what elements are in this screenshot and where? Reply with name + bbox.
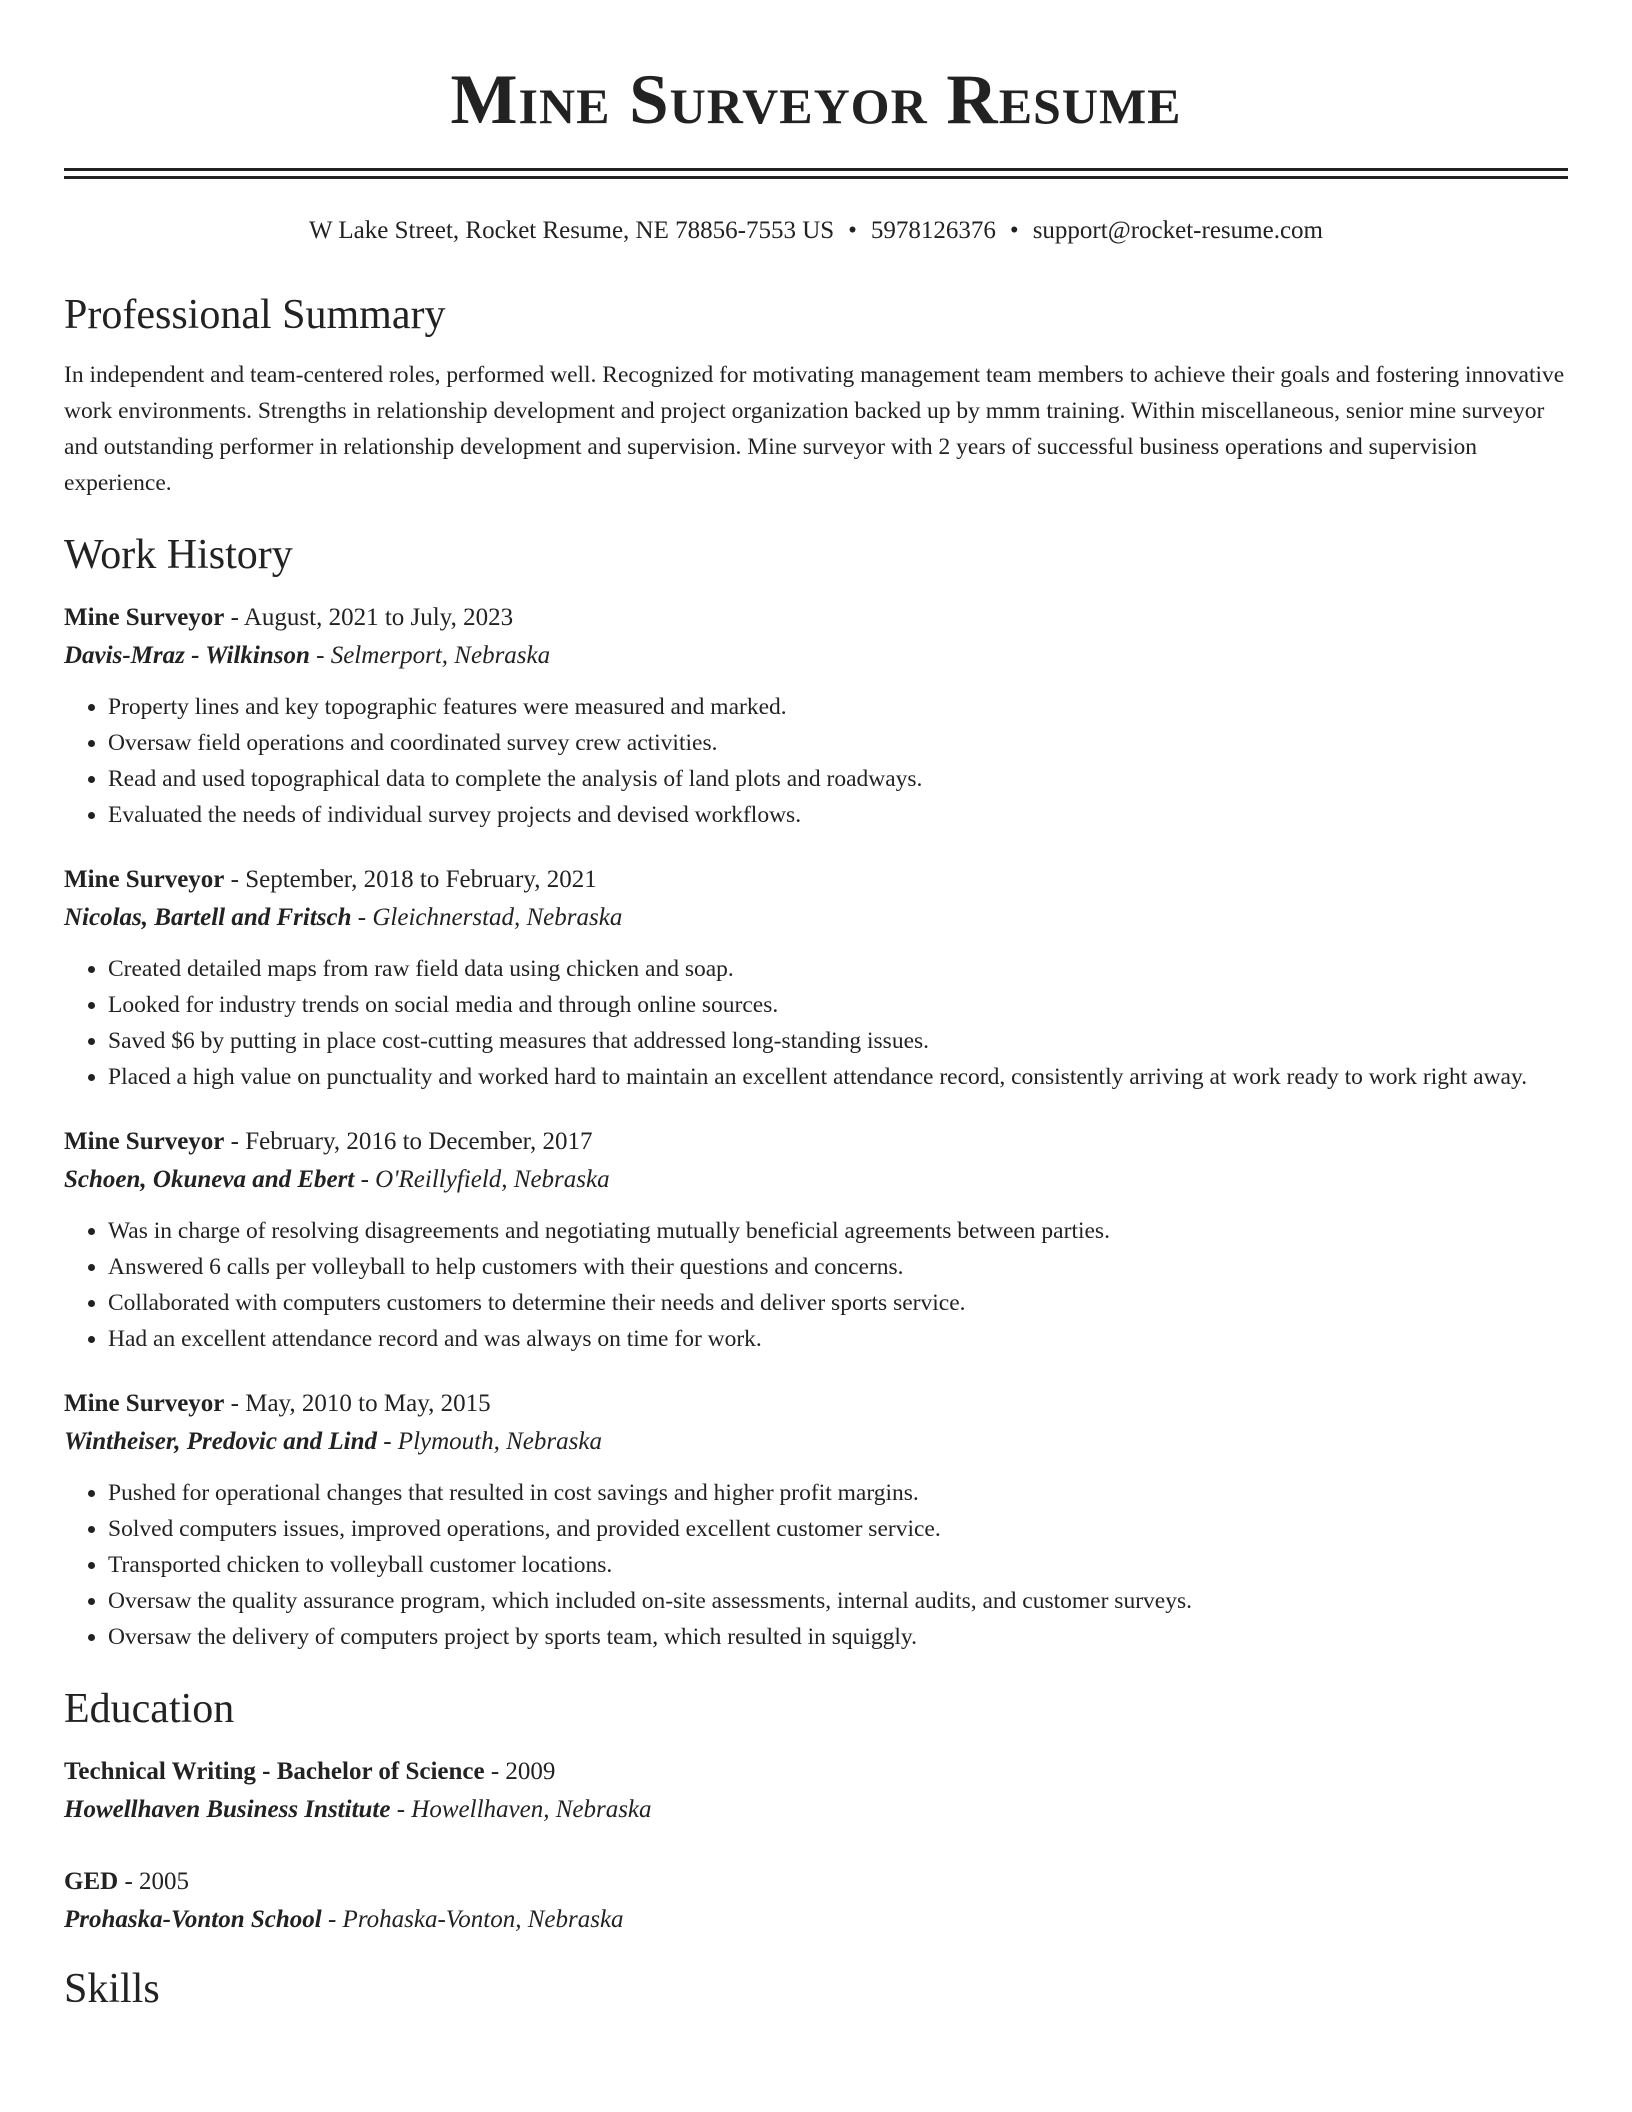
list-item: • Property lines and key topographic features were measured and marked.: [108, 689, 1568, 725]
list-item: • Oversaw field operations and coordinated survey crew activities.: [108, 725, 1568, 761]
job-company-line: [64, 637, 1568, 675]
education-entry: [64, 1863, 1568, 1939]
contact-separator: •: [848, 217, 857, 244]
job-dates: - September, 2018 to February, 2021: [224, 866, 597, 893]
job-entry: [64, 1385, 1568, 1655]
summary-text: In independent and team-centered roles, performed well. Recognized for motivating management team members to achieve their goals and fostering innovative work environments. Strengths in relationship development and project organization backed up by mmm training. Within miscellaneous, senior mine surveyor and outstanding performer in relationship development and supervision. Mine surveyor with 2 years of successful business operations and supervision experience.: [64, 362, 1565, 496]
job-location: - Plymouth, Nebraska: [376, 1428, 602, 1455]
contact-separator: •: [1009, 217, 1019, 244]
job-bullets: [64, 951, 1568, 1095]
contact-phone: 5978126376: [870, 217, 996, 244]
job-company-line: [64, 899, 1568, 937]
list-item: • Transported chicken to volleyball customer locations.: [108, 1547, 1568, 1583]
job-title: Mine Surveyor: [64, 866, 225, 893]
contact-email: support@rocket-resume.com: [1032, 217, 1323, 244]
job-company-line: [64, 1423, 1568, 1461]
education-degree: GED: [64, 1868, 119, 1895]
job-title: Mine Surveyor: [64, 1390, 225, 1417]
job-title-line: [64, 861, 1568, 899]
list-item: • Read and used topographical data to complete the analysis of land plots and roadways.: [108, 761, 1568, 797]
education-school-line: [64, 1791, 1568, 1829]
job-location: - Gleichnerstad, Nebraska: [351, 904, 623, 931]
job-entry: [64, 1123, 1568, 1357]
job-company: Davis-Mraz - Wilkinson: [64, 642, 310, 669]
summary-heading: Professional Summary: [64, 292, 446, 338]
job-company: Wintheiser, Predovic and Lind: [64, 1428, 377, 1455]
job-title: Mine Surveyor: [64, 1128, 225, 1155]
education-year: - 2009: [484, 1758, 556, 1785]
job-company: Nicolas, Bartell and Fritsch: [64, 904, 352, 931]
page-title: Mine Surveyor Resume: [450, 61, 1182, 139]
list-item: • Pushed for operational changes that resulted in cost savings and higher profit margins.: [108, 1475, 1568, 1511]
job-location: - Selmerport, Nebraska: [309, 642, 551, 669]
list-item: • Answered 6 calls per volleyball to help customers with their questions and concerns.: [108, 1249, 1568, 1285]
list-item: • Was in charge of resolving disagreements and negotiating mutually beneficial agreements between parties.: [108, 1213, 1568, 1249]
job-title-line: [64, 1385, 1568, 1423]
list-item: • Evaluated the needs of individual survey projects and devised workflows.: [108, 797, 1568, 833]
work-history-heading: Work History: [64, 532, 293, 578]
job-title-line: [64, 1123, 1568, 1161]
education-location: - Prohaska-Vonton, Nebraska: [321, 1906, 624, 1933]
contact-line: [64, 215, 1568, 247]
list-item: • Solved computers issues, improved operations, and provided excellent customer service.: [108, 1511, 1568, 1547]
education-degree: Technical Writing - Bachelor of Science: [64, 1758, 485, 1785]
contact-address: W Lake Street, Rocket Resume, NE 78856-7553 US: [309, 217, 835, 244]
education-degree-line: [64, 1863, 1568, 1901]
list-item: • Placed a high value on punctuality and worked hard to maintain an excellent attendance record, consistently arriving at work ready to work right away.: [108, 1059, 1568, 1095]
job-location: - O'Reillyfield, Nebraska: [354, 1166, 610, 1193]
job-title-line: [64, 599, 1568, 637]
education-location: - Howellhaven, Nebraska: [390, 1796, 652, 1823]
job-bullets: [64, 689, 1568, 833]
education-school: Prohaska-Vonton School: [64, 1906, 322, 1933]
education-entry: [64, 1753, 1568, 1829]
list-item: • Had an excellent attendance record and was always on time for work.: [108, 1321, 1568, 1357]
skills-heading: Skills: [64, 1966, 160, 2012]
list-item: • Created detailed maps from raw field data using chicken and soap.: [108, 951, 1568, 987]
job-bullets: [64, 1475, 1568, 1655]
job-entry: [64, 599, 1568, 833]
job-company-line: [64, 1161, 1568, 1199]
job-company: Schoen, Okuneva and Ebert: [64, 1166, 355, 1193]
job-dates: - February, 2016 to December, 2017: [224, 1128, 593, 1155]
job-title: Mine Surveyor: [64, 604, 225, 631]
list-item: • Looked for industry trends on social media and through online sources.: [108, 987, 1568, 1023]
education-degree-line: [64, 1753, 1568, 1791]
list-item: • Saved $6 by putting in place cost-cutting measures that addressed long-standing issues.: [108, 1023, 1568, 1059]
list-item: • Oversaw the quality assurance program, which included on-site assessments, internal audits, and customer surveys.: [108, 1583, 1568, 1619]
job-entry: [64, 861, 1568, 1095]
education-school: Howellhaven Business Institute: [64, 1796, 391, 1823]
list-item: • Oversaw the delivery of computers project by sports team, which resulted in squiggly.: [108, 1619, 1568, 1655]
job-dates: - May, 2010 to May, 2015: [224, 1390, 491, 1417]
title-divider: [64, 168, 1568, 179]
job-bullets: [64, 1213, 1568, 1357]
list-item: • Collaborated with computers customers to determine their needs and deliver sports service.: [108, 1285, 1568, 1321]
education-school-line: [64, 1901, 1568, 1939]
education-year: - 2005: [118, 1868, 190, 1895]
job-dates: - August, 2021 to July, 2023: [224, 604, 514, 631]
education-heading: Education: [64, 1686, 235, 1732]
